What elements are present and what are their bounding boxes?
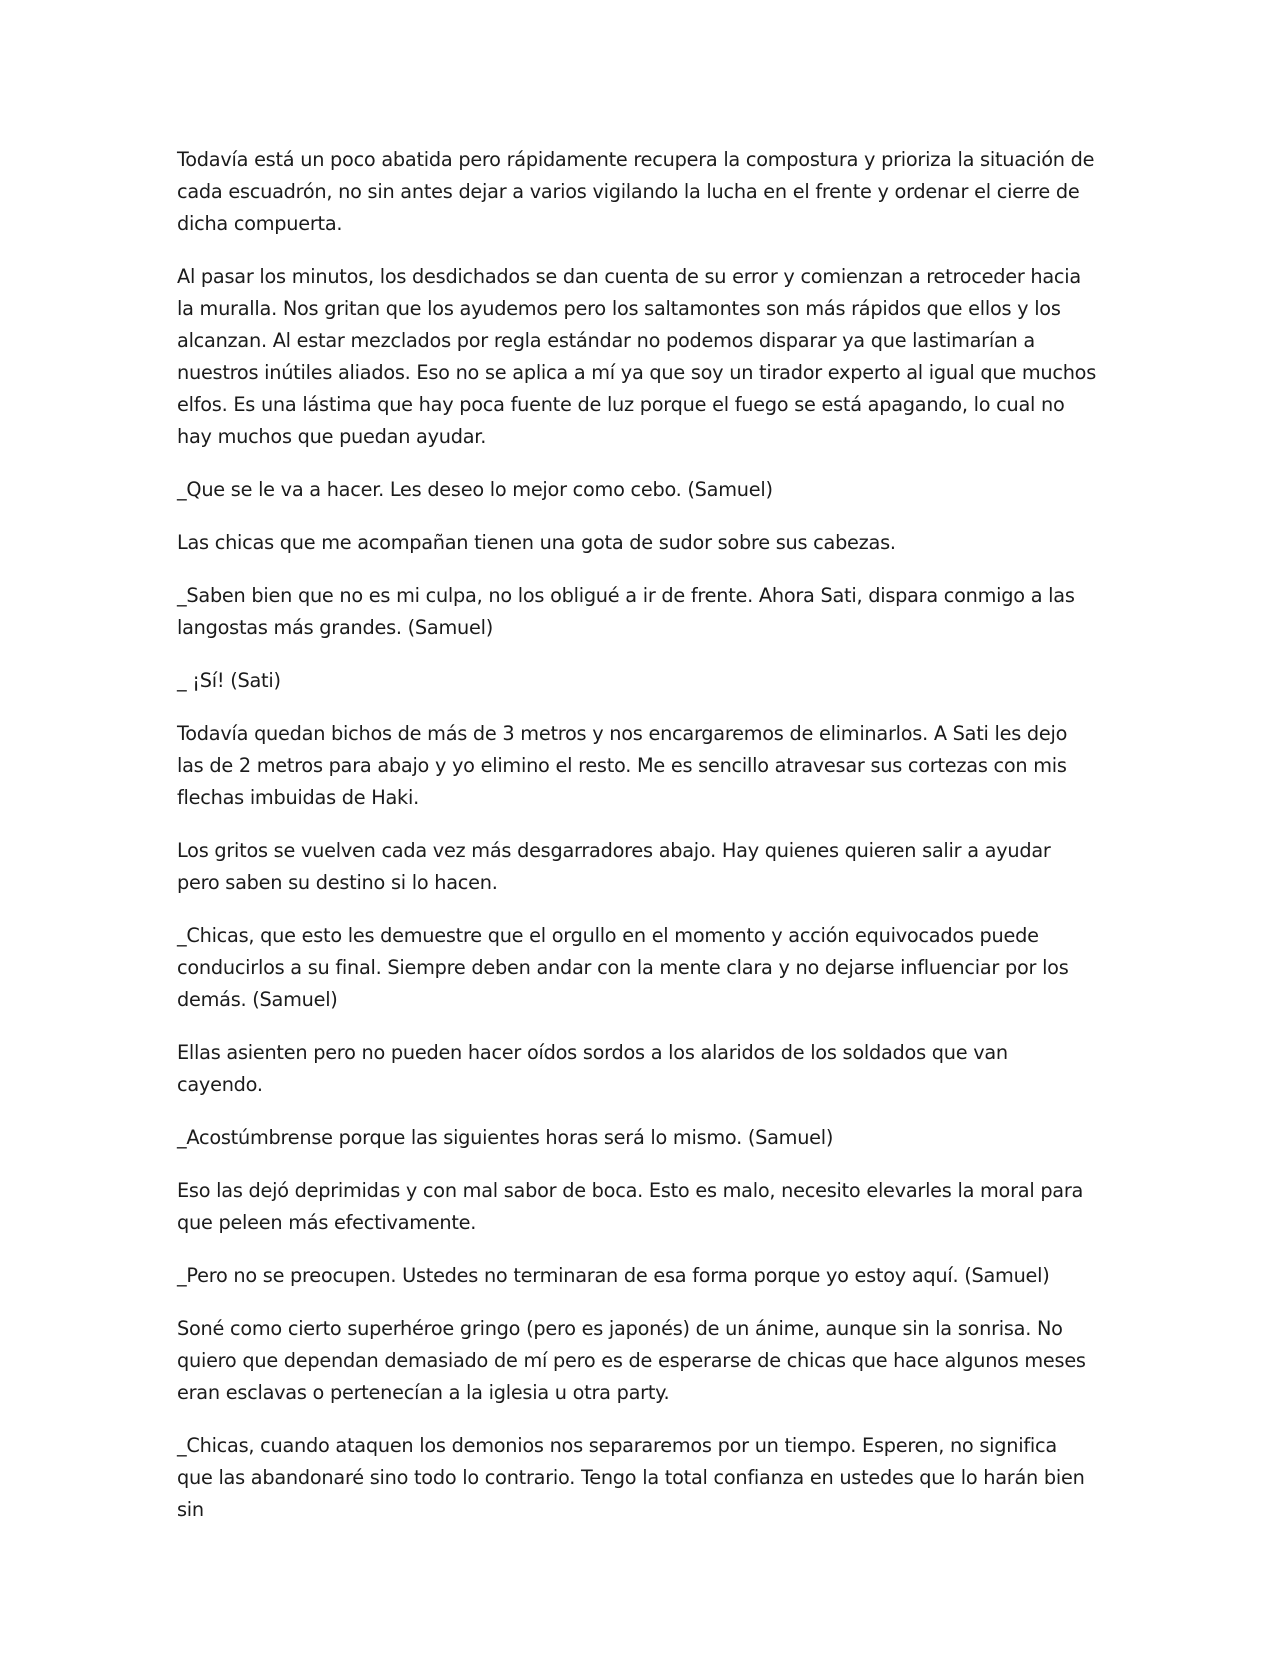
paragraph-5: _Saben bien que no es mi culpa, no los obligué a ir de frente. Ahora Sati, dispara conmigo a las langostas más grandes. (Samuel): [177, 584, 1075, 639]
paragraph-13: _Pero no se preocupen. Ustedes no terminaran de esa forma porque yo estoy aquí. (Samuel): [177, 1264, 1050, 1287]
paragraph-2: Al pasar los minutos, los desdichados se dan cuenta de su error y comienzan a retroceder hacia la muralla. Nos gritan que los ayudemos pero los saltamontes son más rápidos que ellos y los alcanzan. Al estar mezclados por regla estándar no podemos disparar ya que lastimarían a nuestros inútiles aliados. Eso no se aplica a mí ya que soy un tirador experto al igual que muchos elfos. Es una lástima que hay poca fuente de luz porque el fuego se está apagando, lo cual no hay muchos que puedan ayudar.: [177, 265, 1097, 448]
paragraph-11: _Acostúmbrense porque las siguientes horas será lo mismo. (Samuel): [177, 1126, 834, 1149]
paragraph-9: _Chicas, que esto les demuestre que el orgullo en el momento y acción equivocados puede conducirlos a su final. Siempre deben andar con la mente clara y no dejarse influenciar por los demás. (Samuel): [177, 924, 1069, 1011]
paragraph-10: Ellas asienten pero no pueden hacer oídos sordos a los alaridos de los soldados que van cayendo.: [177, 1041, 1008, 1096]
paragraph-14: Soné como cierto superhéroe gringo (pero es japonés) de un ánime, aunque sin la sonrisa. No quiero que dependan demasiado de mí pero es de esperarse de chicas que hace algunos meses eran esclavas o pertenecían a la iglesia u otra party.: [177, 1317, 1086, 1404]
paragraph-7: Todavía quedan bichos de más de 3 metros y nos encargaremos de eliminarlos. A Sati les dejo las de 2 metros para abajo y yo elimino el resto. Me es sencillo atravesar sus cortezas con mis flechas imbuidas de Haki.: [177, 722, 1068, 809]
document-body: [177, 144, 1097, 1547]
paragraph-15: _Chicas, cuando ataquen los demonios nos separaremos por un tiempo. Esperen, no significa que las abandonaré sino todo lo contrario. Tengo la total confianza en ustedes que lo harán bien sin: [177, 1434, 1085, 1521]
paragraph-3: _Que se le va a hacer. Les deseo lo mejor como cebo. (Samuel): [177, 478, 773, 501]
paragraph-12: Eso las dejó deprimidas y con mal sabor de boca. Esto es malo, necesito elevarles la moral para que peleen más efectivamente.: [177, 1179, 1084, 1234]
paragraph-1: Todavía está un poco abatida pero rápidamente recupera la compostura y prioriza la situación de cada escuadrón, no sin antes dejar a varios vigilando la lucha en el frente y ordenar el cierre de dicha compuerta.: [177, 148, 1095, 235]
paragraph-8: Los gritos se vuelven cada vez más desgarradores abajo. Hay quienes quieren salir a ayudar pero saben su destino si lo hacen.: [177, 839, 1051, 894]
paragraph-4: Las chicas que me acompañan tienen una gota de sudor sobre sus cabezas.: [177, 531, 896, 554]
paragraph-6: _ ¡Sí! (Sati): [177, 669, 281, 692]
